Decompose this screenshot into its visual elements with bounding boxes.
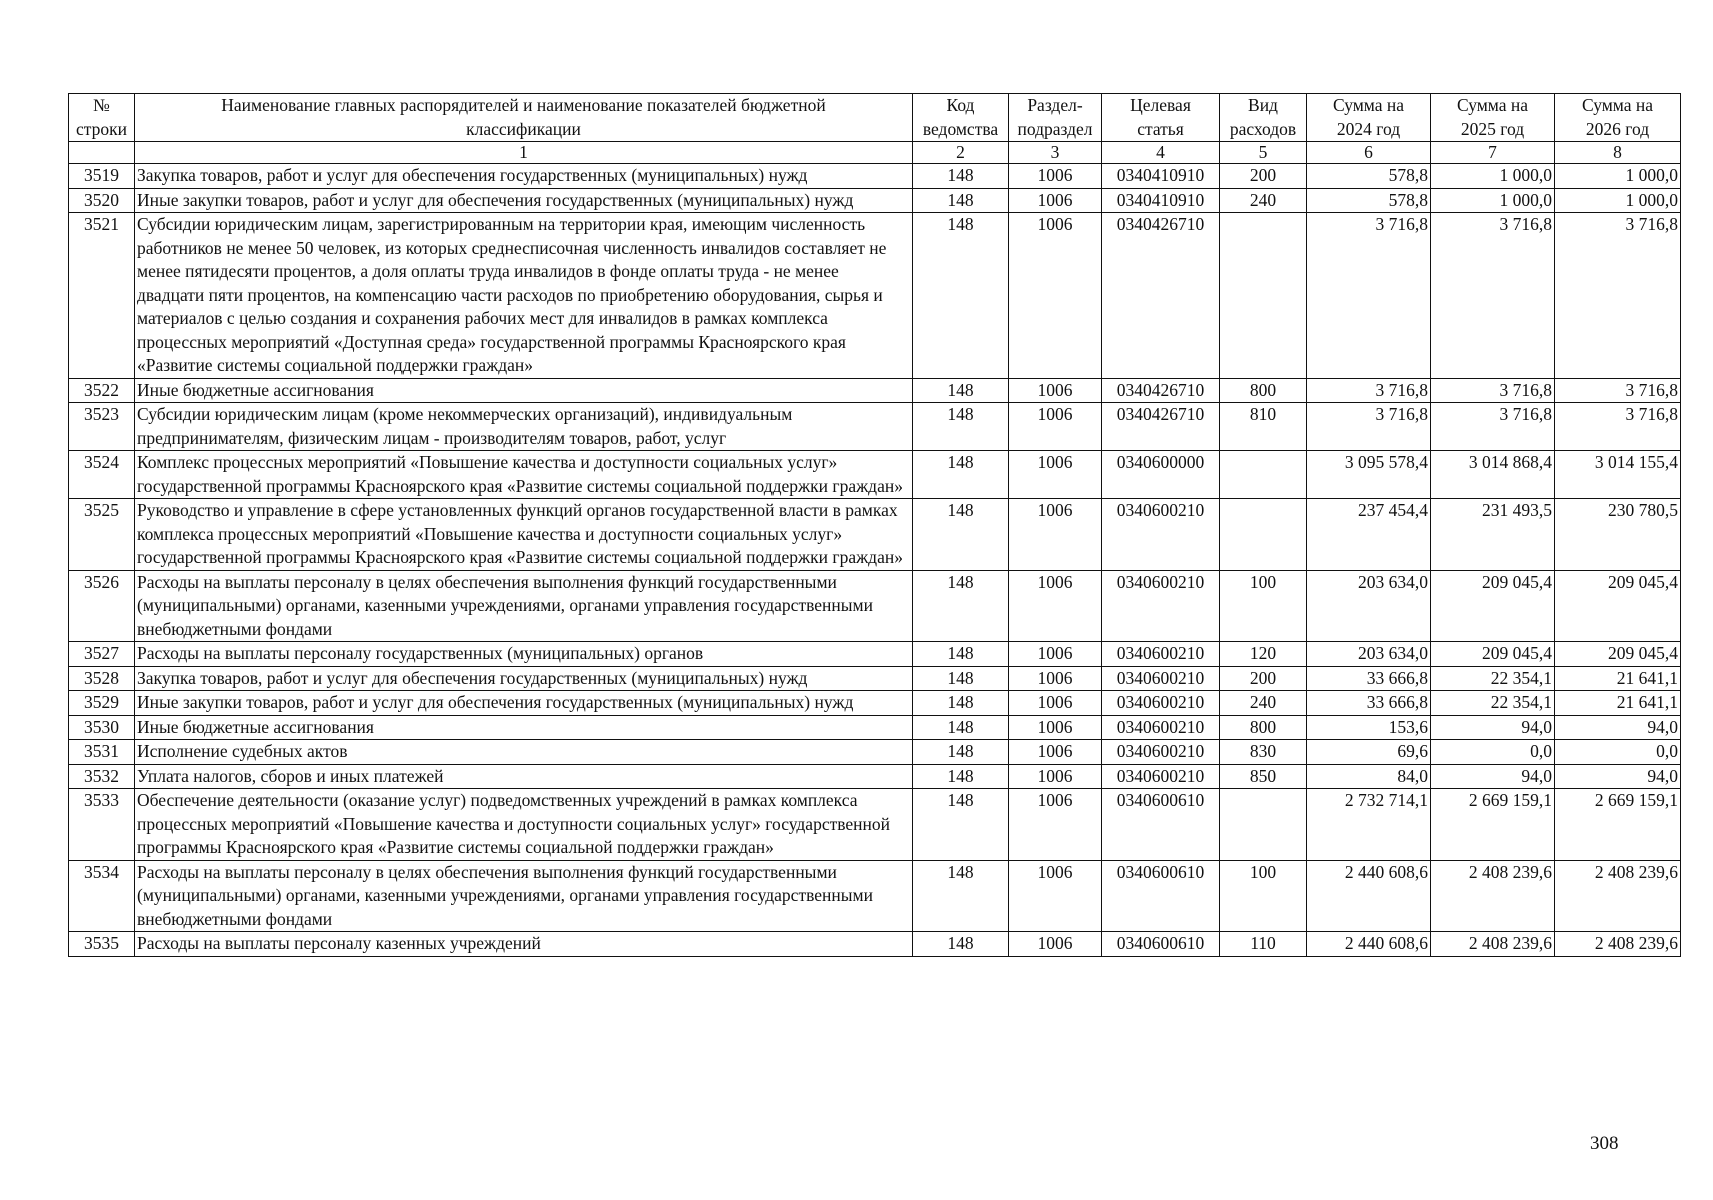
- row-dept-code: 148: [913, 570, 1009, 642]
- row-target-article: 0340600210: [1102, 666, 1220, 691]
- row-name: Расходы на выплаты персоналу государственных (муниципальных) органов: [135, 642, 913, 667]
- row-number: 3532: [69, 764, 135, 789]
- row-dept-code: 148: [913, 403, 1009, 451]
- row-sum-2026: 94,0: [1555, 764, 1681, 789]
- row-expense-type: 850: [1220, 764, 1307, 789]
- row-sum-2026: 21 641,1: [1555, 666, 1681, 691]
- row-dept-code: 148: [913, 860, 1009, 932]
- row-expense-type: 200: [1220, 666, 1307, 691]
- header-expense-type: Вид расходов: [1220, 94, 1307, 142]
- row-target-article: 0340600210: [1102, 715, 1220, 740]
- column-number-row: [69, 142, 1681, 164]
- row-expense-type: 200: [1220, 164, 1307, 189]
- row-dept-code: 148: [913, 378, 1009, 403]
- row-sum-2026: 3 014 155,4: [1555, 451, 1681, 499]
- row-section: 1006: [1009, 666, 1102, 691]
- table-row: [69, 403, 1681, 451]
- row-number: 3528: [69, 666, 135, 691]
- row-section: 1006: [1009, 403, 1102, 451]
- row-sum-2024: 578,8: [1307, 164, 1431, 189]
- row-expense-type: 240: [1220, 188, 1307, 213]
- row-dept-code: 148: [913, 213, 1009, 379]
- row-sum-2025: 94,0: [1431, 715, 1555, 740]
- row-sum-2025: 209 045,4: [1431, 570, 1555, 642]
- row-sum-2025: 209 045,4: [1431, 642, 1555, 667]
- row-dept-code: 148: [913, 188, 1009, 213]
- row-number: 3521: [69, 213, 135, 379]
- column-number: 5: [1220, 142, 1307, 164]
- table-row: [69, 451, 1681, 499]
- row-expense-type: [1220, 499, 1307, 571]
- row-dept-code: 148: [913, 691, 1009, 716]
- row-dept-code: 148: [913, 499, 1009, 571]
- row-target-article: 0340600610: [1102, 860, 1220, 932]
- column-number: 8: [1555, 142, 1681, 164]
- row-expense-type: [1220, 789, 1307, 861]
- row-sum-2024: 203 634,0: [1307, 642, 1431, 667]
- budget-table: [68, 93, 1681, 957]
- table-row: [69, 666, 1681, 691]
- header-row-number: № строки: [69, 94, 135, 142]
- row-section: 1006: [1009, 932, 1102, 957]
- row-section: 1006: [1009, 570, 1102, 642]
- row-sum-2024: 153,6: [1307, 715, 1431, 740]
- column-number: 1: [135, 142, 913, 164]
- row-name: Закупка товаров, работ и услуг для обеспечения государственных (муниципальных) нужд: [135, 666, 913, 691]
- row-section: 1006: [1009, 451, 1102, 499]
- row-section: 1006: [1009, 188, 1102, 213]
- row-target-article: 0340426710: [1102, 378, 1220, 403]
- row-section: 1006: [1009, 499, 1102, 571]
- row-number: 3526: [69, 570, 135, 642]
- table-row: [69, 378, 1681, 403]
- row-section: 1006: [1009, 164, 1102, 189]
- row-sum-2026: 94,0: [1555, 715, 1681, 740]
- row-name: Расходы на выплаты персоналу казенных учреждений: [135, 932, 913, 957]
- row-section: 1006: [1009, 740, 1102, 765]
- row-expense-type: [1220, 213, 1307, 379]
- row-sum-2026: 3 716,8: [1555, 213, 1681, 379]
- row-sum-2025: 3 014 868,4: [1431, 451, 1555, 499]
- table-body: [69, 164, 1681, 957]
- row-expense-type: 100: [1220, 860, 1307, 932]
- row-target-article: 0340600210: [1102, 691, 1220, 716]
- row-number: 3534: [69, 860, 135, 932]
- row-target-article: 0340426710: [1102, 213, 1220, 379]
- header-sum-2026: Сумма на 2026 год: [1555, 94, 1681, 142]
- row-expense-type: 100: [1220, 570, 1307, 642]
- row-sum-2025: 3 716,8: [1431, 378, 1555, 403]
- row-sum-2026: 3 716,8: [1555, 403, 1681, 451]
- row-target-article: 0340410910: [1102, 188, 1220, 213]
- row-sum-2026: 2 408 239,6: [1555, 860, 1681, 932]
- table-row: [69, 764, 1681, 789]
- row-section: 1006: [1009, 691, 1102, 716]
- row-expense-type: 800: [1220, 378, 1307, 403]
- row-expense-type: 830: [1220, 740, 1307, 765]
- row-target-article: 0340600210: [1102, 740, 1220, 765]
- header-row: [69, 94, 1681, 142]
- row-number: 3519: [69, 164, 135, 189]
- row-target-article: 0340600210: [1102, 499, 1220, 571]
- row-name: Комплекс процессных мероприятий «Повышение качества и доступности социальных услуг» государственной программы Красноярского края «Развитие системы социальной поддержки граждан»: [135, 451, 913, 499]
- row-number: 3522: [69, 378, 135, 403]
- row-sum-2026: 1 000,0: [1555, 164, 1681, 189]
- row-sum-2026: 2 669 159,1: [1555, 789, 1681, 861]
- row-sum-2026: 209 045,4: [1555, 570, 1681, 642]
- column-number-blank: [69, 142, 135, 164]
- table-row: [69, 570, 1681, 642]
- row-name: Исполнение судебных актов: [135, 740, 913, 765]
- row-number: 3523: [69, 403, 135, 451]
- row-sum-2026: 21 641,1: [1555, 691, 1681, 716]
- row-sum-2024: 3 716,8: [1307, 378, 1431, 403]
- row-sum-2024: 33 666,8: [1307, 691, 1431, 716]
- row-dept-code: 148: [913, 740, 1009, 765]
- column-number: 7: [1431, 142, 1555, 164]
- row-sum-2024: 203 634,0: [1307, 570, 1431, 642]
- row-sum-2025: 2 669 159,1: [1431, 789, 1555, 861]
- row-target-article: 0340426710: [1102, 403, 1220, 451]
- header-section: Раздел- подраздел: [1009, 94, 1102, 142]
- row-sum-2025: 22 354,1: [1431, 666, 1555, 691]
- row-sum-2024: 2 440 608,6: [1307, 932, 1431, 957]
- page-number: 308: [1590, 1133, 1619, 1154]
- row-section: 1006: [1009, 764, 1102, 789]
- row-number: 3524: [69, 451, 135, 499]
- table-row: [69, 499, 1681, 571]
- row-sum-2026: 1 000,0: [1555, 188, 1681, 213]
- row-sum-2024: 3 095 578,4: [1307, 451, 1431, 499]
- row-section: 1006: [1009, 642, 1102, 667]
- column-number: 3: [1009, 142, 1102, 164]
- row-sum-2025: 231 493,5: [1431, 499, 1555, 571]
- row-sum-2024: 69,6: [1307, 740, 1431, 765]
- row-sum-2026: 3 716,8: [1555, 378, 1681, 403]
- header-name: Наименование главных распорядителей и наименование показателей бюджетной классификации: [135, 94, 913, 142]
- table-row: [69, 188, 1681, 213]
- table-row: [69, 642, 1681, 667]
- row-target-article: 0340600210: [1102, 642, 1220, 667]
- row-dept-code: 148: [913, 789, 1009, 861]
- table-row: [69, 715, 1681, 740]
- row-sum-2025: 0,0: [1431, 740, 1555, 765]
- row-target-article: 0340600610: [1102, 789, 1220, 861]
- table-row: [69, 691, 1681, 716]
- row-section: 1006: [1009, 789, 1102, 861]
- table-row: [69, 860, 1681, 932]
- row-name: Закупка товаров, работ и услуг для обеспечения государственных (муниципальных) нужд: [135, 164, 913, 189]
- row-name: Расходы на выплаты персоналу в целях обеспечения выполнения функций государственными (муниципальными) органами, казенными учреждениями, органами управления государственными внебюджетными фондами: [135, 570, 913, 642]
- row-name: Субсидии юридическим лицам, зарегистрированным на территории края, имеющим численность работников не менее 50 человек, из которых среднесписочная численность инвалидов составляет не менее пятидесяти процентов, а доля оплаты труда инвалидов в фонде оплаты труда - не менее двадцати пяти процентов, на компенсацию части расходов по приобретению оборудования, сырья и материалов с целью создания и сохранения рабочих мест для инвалидов в рамках комплекса процессных мероприятий «Доступная среда» государственной программы Красноярского края «Развитие системы социальной поддержки граждан»: [135, 213, 913, 379]
- row-dept-code: 148: [913, 164, 1009, 189]
- row-name: Субсидии юридическим лицам (кроме некоммерческих организаций), индивидуальным предпринимателям, физическим лицам - производителям товаров, работ, услуг: [135, 403, 913, 451]
- row-dept-code: 148: [913, 642, 1009, 667]
- row-sum-2024: 578,8: [1307, 188, 1431, 213]
- column-number: 4: [1102, 142, 1220, 164]
- row-dept-code: 148: [913, 932, 1009, 957]
- header-target-article: Целевая статья: [1102, 94, 1220, 142]
- column-number: 2: [913, 142, 1009, 164]
- row-number: 3531: [69, 740, 135, 765]
- row-sum-2025: 3 716,8: [1431, 213, 1555, 379]
- row-name: Иные бюджетные ассигнования: [135, 715, 913, 740]
- row-number: 3535: [69, 932, 135, 957]
- row-expense-type: 800: [1220, 715, 1307, 740]
- column-number: 6: [1307, 142, 1431, 164]
- row-sum-2026: 209 045,4: [1555, 642, 1681, 667]
- row-sum-2024: 237 454,4: [1307, 499, 1431, 571]
- row-expense-type: [1220, 451, 1307, 499]
- row-name: Иные закупки товаров, работ и услуг для обеспечения государственных (муниципальных) нужд: [135, 691, 913, 716]
- row-expense-type: 120: [1220, 642, 1307, 667]
- row-sum-2025: 1 000,0: [1431, 164, 1555, 189]
- row-sum-2026: 230 780,5: [1555, 499, 1681, 571]
- row-section: 1006: [1009, 715, 1102, 740]
- header-sum-2024: Сумма на 2024 год: [1307, 94, 1431, 142]
- row-name: Руководство и управление в сфере установленных функций органов государственной власти в рамках комплекса процессных мероприятий «Повышение качества и доступности социальных услуг» государственной программы Красноярского края «Развитие системы социальной поддержки граждан»: [135, 499, 913, 571]
- row-number: 3530: [69, 715, 135, 740]
- row-name: Расходы на выплаты персоналу в целях обеспечения выполнения функций государственными (муниципальными) органами, казенными учреждениями, органами управления государственными внебюджетными фондами: [135, 860, 913, 932]
- row-number: 3525: [69, 499, 135, 571]
- row-number: 3520: [69, 188, 135, 213]
- row-target-article: 0340600610: [1102, 932, 1220, 957]
- row-sum-2024: 3 716,8: [1307, 213, 1431, 379]
- row-number: 3533: [69, 789, 135, 861]
- row-target-article: 0340600210: [1102, 570, 1220, 642]
- table-row: [69, 740, 1681, 765]
- row-sum-2025: 94,0: [1431, 764, 1555, 789]
- row-sum-2025: 1 000,0: [1431, 188, 1555, 213]
- row-sum-2026: 0,0: [1555, 740, 1681, 765]
- row-name: Иные бюджетные ассигнования: [135, 378, 913, 403]
- row-sum-2024: 2 732 714,1: [1307, 789, 1431, 861]
- row-name: Уплата налогов, сборов и иных платежей: [135, 764, 913, 789]
- row-expense-type: 110: [1220, 932, 1307, 957]
- row-sum-2025: 2 408 239,6: [1431, 860, 1555, 932]
- table-row: [69, 932, 1681, 957]
- row-number: 3527: [69, 642, 135, 667]
- row-sum-2025: 22 354,1: [1431, 691, 1555, 716]
- row-name: Иные закупки товаров, работ и услуг для обеспечения государственных (муниципальных) нужд: [135, 188, 913, 213]
- row-sum-2025: 2 408 239,6: [1431, 932, 1555, 957]
- row-number: 3529: [69, 691, 135, 716]
- row-section: 1006: [1009, 378, 1102, 403]
- row-sum-2024: 84,0: [1307, 764, 1431, 789]
- header-sum-2025: Сумма на 2025 год: [1431, 94, 1555, 142]
- row-target-article: 0340410910: [1102, 164, 1220, 189]
- table-row: [69, 164, 1681, 189]
- table-row: [69, 789, 1681, 861]
- row-sum-2024: 2 440 608,6: [1307, 860, 1431, 932]
- row-dept-code: 148: [913, 764, 1009, 789]
- row-expense-type: 810: [1220, 403, 1307, 451]
- row-sum-2024: 33 666,8: [1307, 666, 1431, 691]
- row-name: Обеспечение деятельности (оказание услуг) подведомственных учреждений в рамках комплекса процессных мероприятий «Повышение качества и доступности социальных услуг» государственной программы Красноярского края «Развитие системы социальной поддержки граждан»: [135, 789, 913, 861]
- row-expense-type: 240: [1220, 691, 1307, 716]
- row-section: 1006: [1009, 860, 1102, 932]
- row-sum-2026: 2 408 239,6: [1555, 932, 1681, 957]
- table-row: [69, 213, 1681, 379]
- row-sum-2025: 3 716,8: [1431, 403, 1555, 451]
- row-target-article: 0340600210: [1102, 764, 1220, 789]
- row-target-article: 0340600000: [1102, 451, 1220, 499]
- row-section: 1006: [1009, 213, 1102, 379]
- row-sum-2024: 3 716,8: [1307, 403, 1431, 451]
- row-dept-code: 148: [913, 451, 1009, 499]
- row-dept-code: 148: [913, 666, 1009, 691]
- row-dept-code: 148: [913, 715, 1009, 740]
- header-dept-code: Код ведомства: [913, 94, 1009, 142]
